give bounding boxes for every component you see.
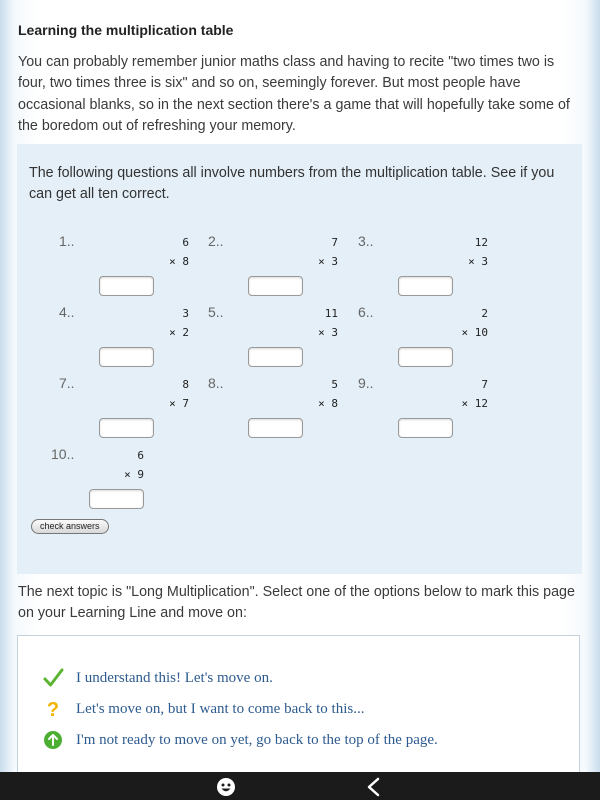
answer-input[interactable]	[99, 418, 154, 438]
option-label: I'm not ready to move on yet, go back to the top of the page.	[76, 731, 438, 748]
question-operand: 7	[481, 378, 488, 391]
answer-input[interactable]	[398, 276, 453, 296]
page-title: Learning the multiplication table	[18, 22, 234, 38]
question-multiplier: × 7	[169, 397, 189, 410]
answer-input[interactable]	[248, 276, 303, 296]
question-number: 9..	[358, 375, 374, 391]
svg-text:?: ?	[46, 699, 60, 720]
question-multiplier: × 12	[461, 397, 488, 410]
question-number: 1..	[59, 233, 75, 249]
question-number: 4..	[59, 304, 75, 320]
learning-line-options	[17, 635, 580, 780]
option-come-back[interactable]	[42, 697, 364, 721]
question-multiplier: × 3	[318, 255, 338, 268]
home-face-icon[interactable]	[215, 776, 237, 798]
question-icon	[42, 698, 64, 720]
question-multiplier: × 2	[169, 326, 189, 339]
question-number: 3..	[358, 233, 374, 249]
question-number: 2..	[208, 233, 224, 249]
check-answers-button[interactable]: check answers	[31, 519, 109, 534]
question-operand: 2	[481, 307, 488, 320]
question-operand: 3	[182, 307, 189, 320]
answer-input[interactable]	[398, 347, 453, 367]
question-operand: 11	[324, 307, 338, 320]
question-number: 7..	[59, 375, 75, 391]
question-multiplier: × 8	[169, 255, 189, 268]
quiz-intro: The following questions all involve numbers from the multiplication table. See if you can get all ten correct.	[29, 165, 555, 203]
question-2	[208, 233, 338, 299]
intro-paragraph: You can probably remember junior maths class and having to recite "two times two is four, two times three is six" and so on, seemingly forever. But most people have occasional blanks, so in the next section there's a game that will hopefully take some of the boredom out of refreshing your memory.	[18, 54, 570, 134]
up-arrow-icon	[42, 729, 64, 751]
answer-input[interactable]	[99, 276, 154, 296]
question-8	[208, 375, 338, 441]
question-multiplier: × 8	[318, 397, 338, 410]
question-multiplier: × 9	[124, 468, 144, 481]
question-operand: 8	[182, 378, 189, 391]
question-operand: 6	[182, 236, 189, 249]
option-label: Let's move on, but I want to come back to this...	[76, 700, 365, 717]
answer-input[interactable]	[398, 418, 453, 438]
question-operand: 5	[331, 378, 338, 391]
option-label: I understand this! Let's move on.	[76, 669, 273, 686]
question-operand: 6	[137, 449, 144, 462]
answer-input[interactable]	[89, 489, 144, 509]
question-5	[208, 304, 338, 370]
question-3	[358, 233, 488, 299]
question-number: 10..	[51, 446, 75, 462]
answer-input[interactable]	[99, 347, 154, 367]
question-9	[358, 375, 488, 441]
question-10	[51, 446, 144, 512]
option-not-ready[interactable]	[42, 728, 438, 752]
back-chevron-icon[interactable]	[363, 776, 385, 798]
answer-input[interactable]	[248, 418, 303, 438]
question-multiplier: × 3	[318, 326, 338, 339]
question-number: 5..	[208, 304, 224, 320]
quiz-panel	[17, 144, 582, 574]
question-number: 8..	[208, 375, 224, 391]
question-1	[59, 233, 189, 299]
question-operand: 7	[331, 236, 338, 249]
question-number: 6..	[358, 304, 374, 320]
question-6	[358, 304, 488, 370]
next-topic-text: The next topic is "Long Multiplication". Select one of the options below to mark this page on your Learning Line and move on:	[18, 584, 575, 622]
question-multiplier: × 3	[468, 255, 488, 268]
answer-input[interactable]	[248, 347, 303, 367]
option-understand[interactable]	[42, 666, 273, 690]
question-multiplier: × 10	[461, 326, 488, 339]
checkmark-icon	[42, 667, 64, 689]
question-operand: 12	[474, 236, 488, 249]
question-4	[59, 304, 189, 370]
question-7	[59, 375, 189, 441]
bottom-nav-bar	[0, 772, 600, 800]
